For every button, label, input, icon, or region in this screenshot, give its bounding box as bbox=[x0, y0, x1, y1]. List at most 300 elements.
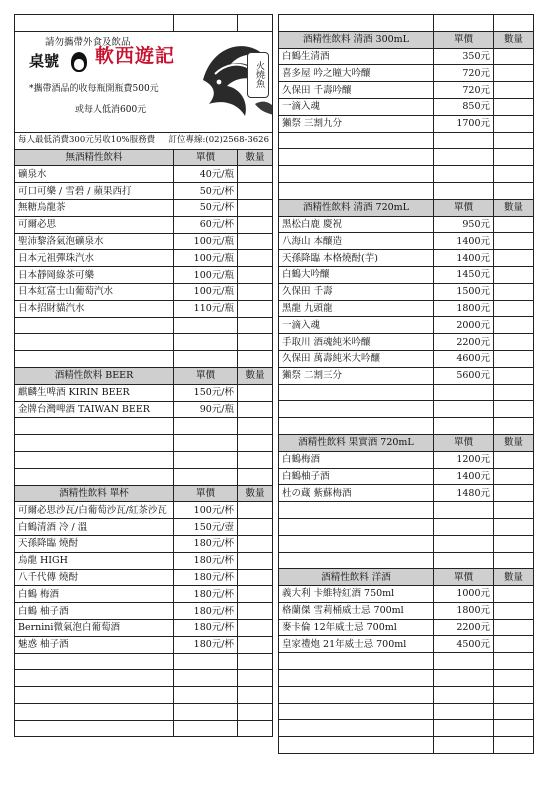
blank-row bbox=[15, 334, 273, 351]
blank-row bbox=[279, 418, 534, 435]
item-name: 獺祭 二割三分 bbox=[279, 367, 434, 384]
item-name: 黑龍 九頭龍 bbox=[279, 300, 434, 317]
item-name: 八千代傳 燒酎 bbox=[15, 569, 174, 586]
item-qty-cell bbox=[494, 115, 534, 132]
blank-cell bbox=[15, 317, 174, 334]
restaurant-logo-block bbox=[15, 32, 272, 132]
header-logo-row bbox=[15, 31, 273, 132]
item-qty-cell bbox=[494, 485, 534, 502]
blank-cell bbox=[494, 653, 534, 670]
item-qty-cell bbox=[238, 535, 273, 552]
section-title: 酒精性飲料 果實酒 720mL bbox=[279, 434, 434, 451]
item-name: 格蘭傑 雪莉桶威士忌 700ml bbox=[279, 602, 434, 619]
section-title: 酒精性飲料 清酒 300mL bbox=[279, 31, 434, 48]
menu-item-row bbox=[15, 183, 273, 200]
section-title: 酒精性飲料 清酒 720mL bbox=[279, 199, 434, 216]
blank-cell bbox=[494, 535, 534, 552]
item-price: 180元/杯 bbox=[174, 619, 238, 636]
qty-column-header: 數量 bbox=[238, 149, 273, 166]
menu-item-row bbox=[279, 65, 534, 82]
item-price: 2000元 bbox=[434, 317, 494, 334]
item-name: 喜多屋 吟之瞳大吟釀 bbox=[279, 65, 434, 82]
right-menu-table bbox=[278, 14, 534, 754]
blank-row bbox=[279, 401, 534, 418]
table-number-label: 桌號 bbox=[29, 51, 60, 70]
item-name: 金牌台灣啤酒 TAIWAN BEER bbox=[15, 401, 174, 418]
item-qty-cell bbox=[494, 266, 534, 283]
item-qty-cell bbox=[238, 267, 273, 284]
item-price: 180元/杯 bbox=[174, 569, 238, 586]
item-price: 1400元 bbox=[434, 250, 494, 267]
blank-cell bbox=[279, 418, 434, 435]
item-price: 150元/壺 bbox=[174, 519, 238, 536]
qty-column-header: 數量 bbox=[238, 485, 273, 502]
item-name: 烏龍 HIGH bbox=[15, 552, 174, 569]
menu-item-row bbox=[279, 586, 534, 603]
item-qty-cell bbox=[494, 98, 534, 115]
blank-cell bbox=[238, 317, 273, 334]
menu-item-row bbox=[279, 485, 534, 502]
item-price: 1480元 bbox=[434, 485, 494, 502]
item-name: 久保田 千壽吟釀 bbox=[279, 82, 434, 99]
menu-item-row bbox=[15, 216, 273, 233]
menu-item-row bbox=[15, 233, 273, 250]
item-price: 2200元 bbox=[434, 619, 494, 636]
menu-item-row bbox=[279, 98, 534, 115]
item-name: 皇家禮炮 21年威士忌 700ml bbox=[279, 636, 434, 653]
section-header bbox=[15, 149, 273, 166]
minimum-charge-note: 或每人低消600元 bbox=[75, 104, 147, 115]
item-price: 1700元 bbox=[434, 115, 494, 132]
blank-row bbox=[15, 468, 273, 485]
item-name: 麥卡倫 12年威士忌 700ml bbox=[279, 619, 434, 636]
item-name: 白鶴 柚子酒 bbox=[15, 603, 174, 620]
blank-cell bbox=[434, 401, 494, 418]
item-price: 1400元 bbox=[434, 468, 494, 485]
menu-item-row bbox=[279, 300, 534, 317]
blank-cell bbox=[494, 182, 534, 199]
blank-cell bbox=[174, 435, 238, 452]
item-price: 2200元 bbox=[434, 334, 494, 351]
qty-column-header: 數量 bbox=[494, 434, 534, 451]
blank-cell bbox=[494, 686, 534, 703]
menu-item-row bbox=[279, 82, 534, 99]
menu-item-row bbox=[279, 216, 534, 233]
blank-row bbox=[15, 418, 273, 435]
blank-cell bbox=[279, 502, 434, 519]
item-name: 手取川 酒魂純米吟釀 bbox=[279, 334, 434, 351]
item-name: 黑松白鹿 慶祝 bbox=[279, 216, 434, 233]
item-price: 40元/瓶 bbox=[174, 166, 238, 183]
blank-cell bbox=[434, 518, 494, 535]
item-name: 可爾必思沙瓦/白葡萄沙瓦/紅茶沙瓦 bbox=[15, 502, 174, 519]
blank-row bbox=[279, 670, 534, 687]
item-name: 義大利 卡維特紅酒 750ml bbox=[279, 586, 434, 603]
item-qty-cell bbox=[494, 250, 534, 267]
item-name: 久保田 千壽 bbox=[279, 283, 434, 300]
item-name: 日本元祖彈珠汽水 bbox=[15, 250, 174, 267]
blank-row bbox=[15, 351, 273, 368]
item-qty-cell bbox=[238, 603, 273, 620]
blank-row bbox=[279, 502, 534, 519]
blank-cell bbox=[434, 703, 494, 720]
item-qty-cell bbox=[494, 65, 534, 82]
item-name: 白鶴梅酒 bbox=[279, 451, 434, 468]
blank-row bbox=[15, 703, 273, 720]
blank-row bbox=[279, 737, 534, 754]
item-name: 白鶴柚子酒 bbox=[279, 468, 434, 485]
item-name: 白鶴清酒 冷 / 溫 bbox=[15, 519, 174, 536]
blank-row bbox=[279, 182, 534, 199]
blank-cell bbox=[494, 552, 534, 569]
item-qty-cell bbox=[238, 401, 273, 418]
item-price: 180元/杯 bbox=[174, 535, 238, 552]
item-name: 礦泉水 bbox=[15, 166, 174, 183]
item-name: Bernini微氣泡白葡萄酒 bbox=[15, 619, 174, 636]
item-name: 聖沛黎洛氣泡礦泉水 bbox=[15, 233, 174, 250]
left-menu-table bbox=[14, 14, 273, 737]
item-price: 1450元 bbox=[434, 266, 494, 283]
item-qty-cell bbox=[238, 384, 273, 401]
menu-item-row bbox=[15, 619, 273, 636]
price-column-header: 單價 bbox=[434, 434, 494, 451]
menu-item-row bbox=[15, 166, 273, 183]
item-qty-cell bbox=[494, 619, 534, 636]
item-price: 1000元 bbox=[434, 586, 494, 603]
item-name: 日本招財貓汽水 bbox=[15, 300, 174, 317]
price-column-header: 單價 bbox=[174, 367, 238, 384]
blank-cell bbox=[238, 351, 273, 368]
blank-cell bbox=[434, 720, 494, 737]
item-qty-cell bbox=[494, 468, 534, 485]
blank-cell bbox=[494, 502, 534, 519]
blank-cell bbox=[494, 418, 534, 435]
blank-row bbox=[279, 384, 534, 401]
item-name: 日本靜岡綠茶可樂 bbox=[15, 267, 174, 284]
item-name: 久保田 萬壽純米大吟釀 bbox=[279, 350, 434, 367]
blank-row bbox=[279, 518, 534, 535]
blank-row bbox=[279, 720, 534, 737]
menu-item-row bbox=[15, 283, 273, 300]
section-title: 酒精性飲料 單杯 bbox=[15, 485, 174, 502]
blank-cell bbox=[174, 451, 238, 468]
blank-cell bbox=[434, 686, 494, 703]
blank-cell bbox=[174, 334, 238, 351]
blank-cell bbox=[238, 653, 273, 670]
blank-cell bbox=[279, 686, 434, 703]
item-name: 天孫降臨 燒酎 bbox=[15, 535, 174, 552]
blank-cell bbox=[279, 720, 434, 737]
blank-cell bbox=[174, 687, 238, 704]
item-price: 720元 bbox=[434, 82, 494, 99]
item-qty-cell bbox=[238, 283, 273, 300]
blank-cell bbox=[174, 418, 238, 435]
blank-row bbox=[279, 132, 534, 149]
item-name: 天孫降臨 本格燒酎(芋) bbox=[279, 250, 434, 267]
blank-cell bbox=[494, 737, 534, 754]
menu-item-row bbox=[15, 401, 273, 418]
item-qty-cell bbox=[238, 199, 273, 216]
section-header bbox=[279, 31, 534, 48]
item-price: 350元 bbox=[434, 48, 494, 65]
menu-item-row bbox=[279, 468, 534, 485]
blank-cell bbox=[494, 149, 534, 166]
blank-cell bbox=[434, 166, 494, 183]
item-price: 100元/杯 bbox=[174, 502, 238, 519]
item-price: 850元 bbox=[434, 98, 494, 115]
item-price: 100元/瓶 bbox=[174, 267, 238, 284]
item-qty-cell bbox=[494, 283, 534, 300]
item-name: 可口可樂 / 雪碧 / 蘋果西打 bbox=[15, 183, 174, 200]
item-qty-cell bbox=[494, 636, 534, 653]
item-qty-cell bbox=[494, 233, 534, 250]
item-qty-cell bbox=[494, 82, 534, 99]
menu-item-row bbox=[15, 300, 273, 317]
blank-cell bbox=[15, 334, 174, 351]
blank-row bbox=[279, 535, 534, 552]
item-price: 180元/杯 bbox=[174, 603, 238, 620]
blank-cell bbox=[238, 451, 273, 468]
blank-cell bbox=[174, 468, 238, 485]
mascot-face-icon bbox=[71, 52, 87, 72]
blank-cell bbox=[279, 518, 434, 535]
menu-item-row bbox=[15, 636, 273, 653]
blank-cell bbox=[279, 149, 434, 166]
item-name: 一滴入魂 bbox=[279, 98, 434, 115]
fire-fish-stamp: 火燒魚 bbox=[247, 52, 269, 98]
item-qty-cell bbox=[238, 636, 273, 653]
item-price: 110元/瓶 bbox=[174, 300, 238, 317]
item-qty-cell bbox=[494, 367, 534, 384]
no-outside-food-note: 請勿攜帶外食及飲品 bbox=[45, 36, 131, 48]
blank-cell bbox=[279, 737, 434, 754]
blank-cell bbox=[279, 535, 434, 552]
item-name: 白鶴生清酒 bbox=[279, 48, 434, 65]
menu-item-row bbox=[15, 586, 273, 603]
item-qty-cell bbox=[494, 300, 534, 317]
blank-cell bbox=[15, 451, 174, 468]
menu-item-row bbox=[279, 317, 534, 334]
menu-item-row bbox=[15, 603, 273, 620]
item-qty-cell bbox=[238, 250, 273, 267]
blank-cell bbox=[15, 418, 174, 435]
item-qty-cell bbox=[238, 552, 273, 569]
menu-item-row bbox=[279, 266, 534, 283]
item-price: 150元/杯 bbox=[174, 384, 238, 401]
blank-cell bbox=[238, 687, 273, 704]
item-price: 1800元 bbox=[434, 602, 494, 619]
blank-row bbox=[15, 720, 273, 737]
blank-cell bbox=[434, 535, 494, 552]
section-title: 酒精性飲料 洋酒 bbox=[279, 569, 434, 586]
blank-row bbox=[15, 670, 273, 687]
blank-cell bbox=[15, 720, 174, 737]
item-qty-cell bbox=[494, 586, 534, 603]
menu-item-row bbox=[15, 552, 273, 569]
item-price: 720元 bbox=[434, 65, 494, 82]
item-price: 100元/瓶 bbox=[174, 250, 238, 267]
section-header bbox=[279, 434, 534, 451]
item-qty-cell bbox=[238, 586, 273, 603]
blank-cell bbox=[279, 384, 434, 401]
blank-row bbox=[279, 552, 534, 569]
item-qty-cell bbox=[238, 233, 273, 250]
menu-item-row bbox=[279, 367, 534, 384]
menu-item-row bbox=[15, 569, 273, 586]
item-name: 杜の蔵 紫蘇梅酒 bbox=[279, 485, 434, 502]
item-name: 一滴入魂 bbox=[279, 317, 434, 334]
blank-cell bbox=[279, 132, 434, 149]
item-price: 90元/瓶 bbox=[174, 401, 238, 418]
blank-cell bbox=[434, 502, 494, 519]
item-name: 白鶴 梅酒 bbox=[15, 586, 174, 603]
blank-cell bbox=[434, 384, 494, 401]
blank-cell bbox=[238, 334, 273, 351]
item-price: 4500元 bbox=[434, 636, 494, 653]
price-column-header: 單價 bbox=[174, 485, 238, 502]
blank-cell bbox=[174, 653, 238, 670]
item-name: 獺祭 三割九分 bbox=[279, 115, 434, 132]
item-price: 180元/杯 bbox=[174, 586, 238, 603]
item-qty-cell bbox=[494, 602, 534, 619]
blank-cell bbox=[434, 182, 494, 199]
section-title: 無酒精性飲料 bbox=[15, 149, 174, 166]
section-title: 酒精性飲料 BEER bbox=[15, 367, 174, 384]
item-price: 50元/杯 bbox=[174, 199, 238, 216]
blank-cell bbox=[494, 720, 534, 737]
item-price: 1500元 bbox=[434, 283, 494, 300]
item-qty-cell bbox=[238, 166, 273, 183]
item-qty-cell bbox=[238, 619, 273, 636]
item-price: 4600元 bbox=[434, 350, 494, 367]
item-price: 1400元 bbox=[434, 233, 494, 250]
blank-cell bbox=[494, 132, 534, 149]
menu-item-row bbox=[279, 451, 534, 468]
blank-cell bbox=[15, 687, 174, 704]
qty-column-header: 數量 bbox=[494, 199, 534, 216]
price-column-header: 單價 bbox=[434, 31, 494, 48]
item-name: 魅惑 柚子酒 bbox=[15, 636, 174, 653]
blank-cell bbox=[174, 670, 238, 687]
blank-cell bbox=[494, 703, 534, 720]
blank-cell bbox=[434, 418, 494, 435]
item-qty-cell bbox=[494, 48, 534, 65]
menu-item-row bbox=[15, 535, 273, 552]
item-price: 1200元 bbox=[434, 451, 494, 468]
section-header bbox=[279, 569, 534, 586]
blank-cell bbox=[494, 401, 534, 418]
reservation-phone: 訂位專線:(02)2568-3626 bbox=[168, 135, 269, 146]
qty-column-header: 數量 bbox=[494, 31, 534, 48]
blank-cell bbox=[434, 149, 494, 166]
item-price: 100元/瓶 bbox=[174, 233, 238, 250]
blank-cell bbox=[494, 384, 534, 401]
restaurant-brand-name: 軟西遊記 bbox=[95, 44, 176, 67]
blank-row bbox=[279, 703, 534, 720]
section-header bbox=[15, 367, 273, 384]
service-fee-note: 每人最低消費300元另收10%服務費 bbox=[18, 135, 156, 146]
blank-row bbox=[15, 451, 273, 468]
item-price: 180元/杯 bbox=[174, 636, 238, 653]
price-column-header: 單價 bbox=[174, 149, 238, 166]
blank-row bbox=[279, 686, 534, 703]
top-blank-row bbox=[279, 15, 534, 32]
blank-cell bbox=[238, 468, 273, 485]
item-price: 60元/杯 bbox=[174, 216, 238, 233]
blank-cell bbox=[279, 166, 434, 183]
section-header bbox=[279, 199, 534, 216]
blank-cell bbox=[174, 720, 238, 737]
qty-column-header: 數量 bbox=[494, 569, 534, 586]
menu-item-row bbox=[15, 502, 273, 519]
menu-item-row bbox=[279, 250, 534, 267]
blank-cell bbox=[434, 132, 494, 149]
menu-item-row bbox=[15, 199, 273, 216]
item-qty-cell bbox=[494, 334, 534, 351]
blank-cell bbox=[238, 435, 273, 452]
menu-item-row bbox=[279, 233, 534, 250]
menu-item-row bbox=[279, 350, 534, 367]
blank-cell bbox=[494, 166, 534, 183]
blank-row bbox=[279, 149, 534, 166]
item-name: 無糖烏龍茶 bbox=[15, 199, 174, 216]
item-price: 180元/杯 bbox=[174, 552, 238, 569]
menu-item-row bbox=[279, 334, 534, 351]
blank-cell bbox=[15, 435, 174, 452]
price-column-header: 單價 bbox=[434, 199, 494, 216]
info-row bbox=[15, 132, 273, 149]
item-name: 八海山 本釀造 bbox=[279, 233, 434, 250]
blank-cell bbox=[434, 670, 494, 687]
menu-item-row bbox=[279, 636, 534, 653]
item-price: 1800元 bbox=[434, 300, 494, 317]
blank-cell bbox=[15, 703, 174, 720]
item-qty-cell bbox=[238, 300, 273, 317]
blank-row bbox=[279, 653, 534, 670]
item-qty-cell bbox=[494, 350, 534, 367]
item-price: 100元/瓶 bbox=[174, 283, 238, 300]
blank-cell bbox=[238, 418, 273, 435]
item-name: 白鶴大吟釀 bbox=[279, 266, 434, 283]
item-qty-cell bbox=[238, 519, 273, 536]
item-qty-cell bbox=[238, 183, 273, 200]
menu-item-row bbox=[15, 250, 273, 267]
qty-column-header: 數量 bbox=[238, 367, 273, 384]
item-name: 日本紅富士山葡萄汽水 bbox=[15, 283, 174, 300]
section-header bbox=[15, 485, 273, 502]
item-price: 950元 bbox=[434, 216, 494, 233]
item-name: 麒麟生啤酒 KIRIN BEER bbox=[15, 384, 174, 401]
blank-cell bbox=[174, 351, 238, 368]
menu-item-row bbox=[279, 283, 534, 300]
blank-cell bbox=[15, 653, 174, 670]
blank-cell bbox=[15, 351, 174, 368]
item-qty-cell bbox=[238, 502, 273, 519]
blank-row bbox=[15, 435, 273, 452]
item-qty-cell bbox=[238, 569, 273, 586]
blank-row bbox=[279, 166, 534, 183]
blank-cell bbox=[279, 703, 434, 720]
menu-item-row bbox=[279, 115, 534, 132]
price-column-header: 單價 bbox=[434, 569, 494, 586]
blank-cell bbox=[494, 518, 534, 535]
blank-cell bbox=[279, 670, 434, 687]
corkage-note: *攜帶酒品的收每瓶開瓶費500元 bbox=[29, 83, 159, 94]
item-qty-cell bbox=[494, 216, 534, 233]
item-qty-cell bbox=[494, 317, 534, 334]
blank-cell bbox=[174, 703, 238, 720]
blank-row bbox=[15, 687, 273, 704]
